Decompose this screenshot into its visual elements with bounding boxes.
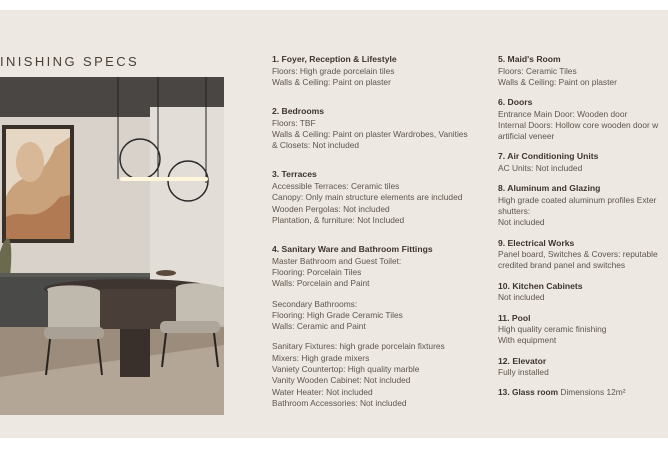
spec-line: Mixers: High grade mixers	[272, 352, 370, 363]
spec-line: Not included	[498, 217, 545, 228]
spec-line: Floors: Ceramic Tiles	[498, 65, 577, 76]
spec-line: Walls & Ceiling: Paint on plaster	[498, 76, 617, 87]
section-title: 5. Maid's Room	[498, 54, 561, 64]
spec-line: Canopy: Only main structure elements are included	[272, 192, 463, 203]
spec-line: Internal Doors: Hollow core wooden door w	[498, 119, 659, 130]
spec-line: Master Bathroom and Guest Toilet:	[272, 255, 402, 266]
section-title: 8. Aluminum and Glazing	[498, 183, 601, 194]
spec-line-glass-room	[498, 387, 668, 398]
spec-section-maids-room	[498, 54, 668, 88]
spec-section-ac	[498, 151, 668, 174]
spec-line: Not included	[498, 292, 545, 303]
spec-section-foyer	[272, 54, 486, 88]
spec-value: Dimensions 12m²	[560, 387, 626, 398]
section-title: 2. Bedrooms	[272, 106, 325, 117]
spec-line: Walls: Ceramic and Paint	[272, 321, 366, 332]
specs-column-left	[272, 54, 486, 418]
dining-room-illustration	[0, 77, 224, 415]
spec-section-glass-room	[498, 387, 668, 398]
section-title: 6. Doors	[498, 97, 533, 108]
spec-section-elevator	[498, 356, 668, 379]
section-title: 3. Terraces	[272, 169, 317, 180]
spec-line: Entrance Main Door: Wooden door	[498, 108, 628, 119]
spec-section-aluminum	[498, 183, 668, 228]
section-title: 11. Pool	[498, 312, 531, 323]
spec-section-bedrooms	[272, 106, 486, 151]
spec-line: & Closets: Not included	[272, 140, 360, 151]
section-title: 4. Sanitary Ware and Bathroom Fittings	[272, 244, 433, 255]
spec-line: Floors: High grade porcelain tiles	[272, 65, 395, 76]
spec-line: Fully installed	[498, 367, 549, 378]
section-title: 10. Kitchen Cabinets	[498, 280, 583, 291]
spec-line: Water Heater: Not included	[272, 386, 373, 397]
section-title: 7. Air Conditioning Units	[498, 151, 599, 162]
section-title: 1. Foyer, Reception & Lifestyle	[272, 54, 397, 64]
spec-section-sanitary	[272, 244, 486, 409]
spec-section-kitchen	[498, 281, 668, 304]
spec-section-pool	[498, 313, 668, 347]
spec-line: High grade coated aluminum profiles Exter	[498, 194, 657, 205]
spec-line: Floors: TBF	[272, 117, 316, 128]
spec-line: Accessible Terraces: Ceramic tiles	[272, 180, 400, 191]
spec-line: shutters:	[498, 206, 531, 217]
spec-line: Vanity Wooden Cabinet: Not included	[272, 375, 411, 386]
spec-line: Panel board, Switches & Covers: reputable	[498, 249, 658, 260]
spec-line: credited brand panel and switches	[498, 260, 626, 271]
spec-line: Wooden Pergolas: Not included	[272, 203, 390, 214]
spec-line: Sanitary Fixtures: high grade porcelain fixtures	[272, 341, 445, 352]
specs-column-right	[498, 54, 668, 408]
spec-line: Walls & Ceiling: Paint on plaster Wardrobes, Vanities	[272, 128, 468, 139]
spec-line: With equipment	[498, 335, 557, 346]
spec-line: Plantation, & furniture: Not Included	[272, 214, 405, 225]
spec-line: AC Units: Not included	[498, 162, 583, 173]
spec-sheet	[0, 10, 668, 438]
spec-line: High quality ceramic finishing	[498, 324, 607, 335]
spec-section-electrical	[498, 238, 668, 272]
section-title: 13. Glass room	[498, 387, 559, 398]
section-title: 9. Electrical Works	[498, 237, 575, 248]
spec-line: Walls & Ceiling: Paint on plaster	[272, 76, 391, 87]
spec-line: Bathroom Accessories: Not included	[272, 397, 407, 408]
spec-line: Secondary Bathrooms:	[272, 298, 358, 309]
spec-line: Walls: Porcelain and Paint	[272, 278, 370, 289]
page-title: INISHING SPECS	[0, 54, 140, 69]
spec-line: Flooring: High Grade Ceramic Tiles	[272, 309, 403, 320]
spec-section-doors	[498, 97, 668, 142]
section-title: 12. Elevator	[498, 355, 547, 366]
spec-line: Vaniety Countertop: High quality marble	[272, 364, 420, 375]
interior-photo	[0, 77, 224, 415]
spec-section-terraces	[272, 169, 486, 226]
spec-line: artificial veneer	[498, 131, 555, 142]
spec-line: Flooring: Porcelain Tiles	[272, 266, 362, 277]
